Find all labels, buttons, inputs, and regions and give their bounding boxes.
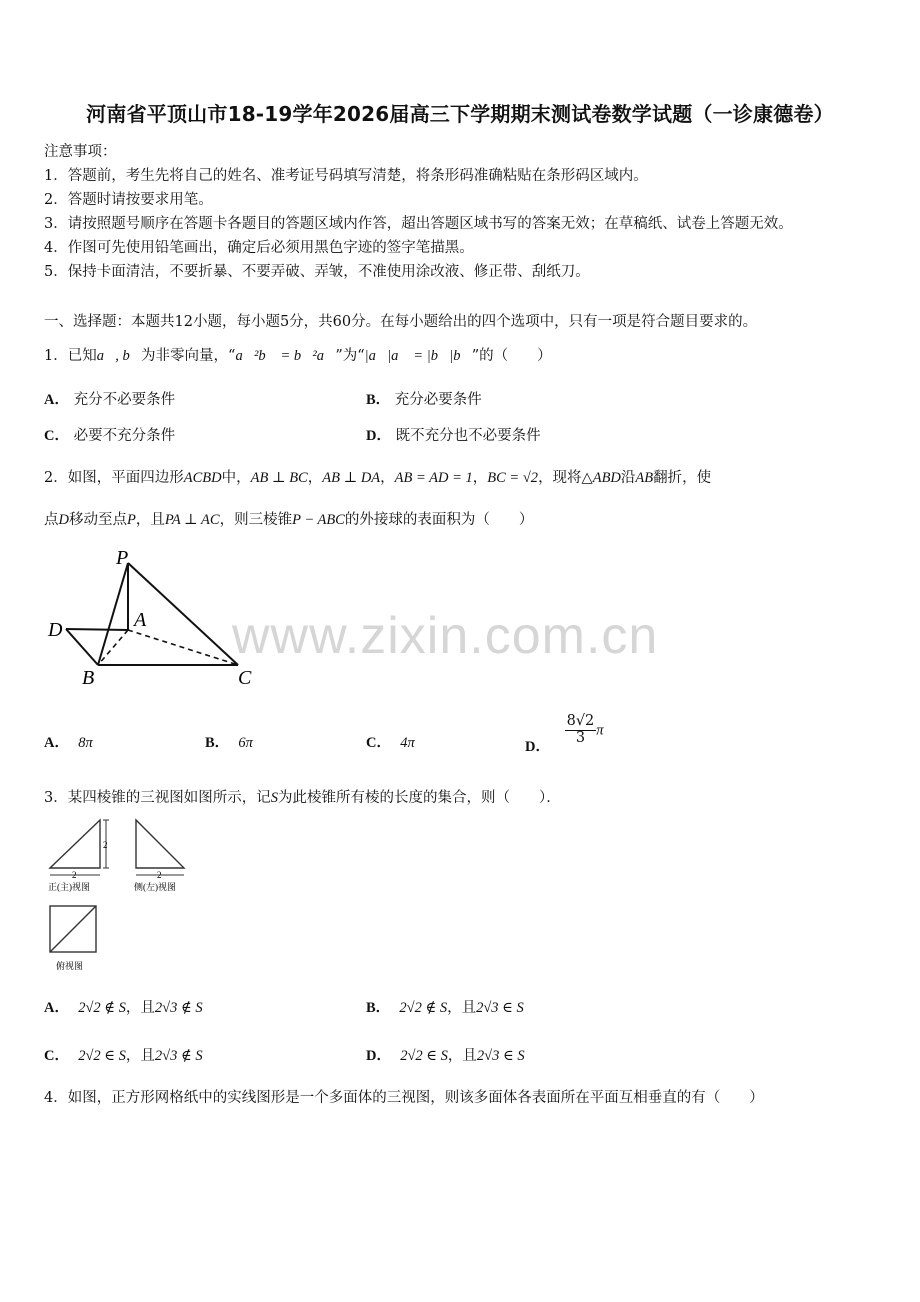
q3-option-b[interactable]: [366, 996, 524, 1017]
q2-option-a[interactable]: [44, 731, 93, 752]
q3-option-d[interactable]: [366, 1044, 525, 1065]
q2-text: ，: [307, 470, 323, 486]
notes-item: 3．请按照题号顺序在答题卡各题目的答题区域内作答，超出答题区域书写的答案无效；在草稿纸、试卷上答题无效。: [44, 216, 793, 232]
option-label: B．: [366, 392, 391, 408]
label-p: P: [116, 547, 129, 569]
watermark: www.zixin.com.cn: [232, 607, 659, 665]
q2-math: AB ⊥ BC: [250, 470, 308, 486]
notes-item: 2．答题时请按要求用笔。: [44, 192, 213, 208]
q2-text: 的外接球的表面积为（ ）: [344, 512, 534, 528]
q2-option-d[interactable]: [525, 713, 604, 756]
q4-text: 如图，正方形网格纸中的实线图形是一个多面体的三视图，则该多面体各表面所在平面互相垂直的有（ ）: [67, 1090, 764, 1106]
option-label: D．: [525, 739, 550, 756]
front-height-dim: 2: [103, 840, 108, 850]
option-text: ，且: [447, 1000, 477, 1016]
q2-option-b[interactable]: [205, 731, 253, 752]
option-label: C．: [44, 428, 69, 444]
notes-item: 5．保持卡面清洁，不要折暴、不要弄破、弄皱，不准使用涂改液、修正带、刮纸刀。: [44, 264, 590, 280]
q1-condition-1: a⃗²b⃗ = b⃗²a⃗: [235, 348, 336, 364]
q2-text: ，且: [135, 512, 165, 528]
edge-pb: [98, 563, 128, 665]
question-4: [44, 1086, 764, 1107]
notes-item: 4．作图可先使用铅笔画出，确定后必须用黑色字迹的签字笔描黑。: [44, 240, 474, 256]
fraction: [565, 714, 597, 747]
q1-option-c[interactable]: [44, 424, 175, 445]
option-text: ，且: [125, 1000, 155, 1016]
q3-option-c[interactable]: [44, 1044, 203, 1065]
q2-math: AB: [635, 470, 654, 486]
q3-three-view-figure: [44, 818, 194, 978]
label-b: B: [82, 667, 95, 689]
label-c: C: [238, 667, 252, 689]
question-number: 1．: [44, 348, 68, 364]
option-text: 6π: [238, 735, 253, 751]
side-width-dim: 2: [157, 870, 162, 880]
front-view-label: 正(主)视图: [48, 882, 90, 892]
question-number: 2．: [44, 470, 68, 486]
edge-db: [66, 629, 98, 665]
q2-math: AB = AD = 1: [394, 470, 473, 486]
option-text: 必要不充分条件: [73, 428, 176, 444]
option-text: π: [596, 722, 604, 739]
q2-option-c[interactable]: [366, 731, 415, 752]
q1-vectors: a⃗, b⃗: [96, 348, 142, 364]
q2-text: 如图，平面四边形: [67, 470, 184, 486]
q1-option-d[interactable]: [366, 424, 541, 445]
q2-text: 沿: [620, 470, 636, 486]
option-text: 4π: [400, 735, 415, 751]
top-view-label: 俯视图: [56, 961, 84, 971]
q2-math: ABD: [592, 470, 621, 486]
question-2-line-2: [44, 508, 533, 529]
q1-text: 为非零向量，“: [141, 348, 236, 364]
q3-option-a[interactable]: [44, 996, 203, 1017]
q2-math: P − ABC: [292, 512, 345, 528]
option-label: C．: [44, 1048, 69, 1064]
option-label: A．: [44, 735, 69, 751]
option-label: D．: [366, 428, 391, 444]
fraction-denominator: 3: [575, 729, 586, 746]
option-text: ，且: [125, 1048, 155, 1064]
question-number: 4．: [44, 1090, 68, 1106]
notes-heading: 注意事项：: [44, 144, 117, 160]
question-2-line-1: [44, 466, 711, 487]
side-view-triangle: [136, 820, 184, 868]
q2-math: AB ⊥ DA: [322, 470, 381, 486]
q2-math: ACBD: [183, 470, 222, 486]
q2-text: ，: [380, 470, 395, 486]
option-text: 充分不必要条件: [73, 392, 176, 408]
label-d: D: [48, 619, 63, 641]
q2-text: ，现将△: [538, 470, 593, 486]
q2-text: 中，: [221, 470, 251, 486]
option-math: 2√3 ∉ S: [154, 1048, 203, 1064]
option-label: B．: [366, 1000, 391, 1016]
option-text: 既不充分也不必要条件: [395, 428, 541, 444]
q2-text: 移动至点: [68, 512, 127, 528]
q1-text: ”为“: [335, 348, 365, 364]
option-text: ，且: [447, 1048, 477, 1064]
option-math: 2√2 ∉ S: [399, 1000, 448, 1016]
fraction-numerator: 8√2: [566, 713, 595, 729]
option-label: B．: [205, 735, 230, 751]
page-title: 河南省平顶山市18-19学年2026届高三下学期期末测试卷数学试题（一诊康德卷）: [86, 102, 834, 126]
q3-text: 某四棱锥的三视图如图所示，记: [67, 790, 271, 806]
option-math: 2√2 ∈ S: [400, 1048, 448, 1064]
edge-ac-dashed: [128, 630, 238, 665]
q2-text: 翻折，使: [653, 470, 712, 486]
option-label: A．: [44, 1000, 69, 1016]
q3-math: S: [270, 790, 278, 806]
section-heading: 一、选择题：本题共12小题，每小题5分，共60分。在每小题给出的四个选项中，只有一项是符合题目要求的。: [44, 314, 758, 330]
notes-item: 1．答题前，考生先将自己的姓名、准考证号码填写清楚，将条形码准确粘贴在条形码区域内。: [44, 168, 648, 184]
q2-tetrahedron-figure: [44, 544, 264, 692]
q1-condition-2: |a⃗|a⃗ = |b⃗|b⃗: [364, 348, 472, 364]
question-1: [44, 344, 552, 365]
q2-math: D: [58, 512, 69, 528]
option-text: 8π: [78, 735, 93, 751]
question-number: 3．: [44, 790, 68, 806]
q2-text: ，则三棱锥: [219, 512, 293, 528]
edge-da: [66, 629, 128, 630]
option-math: 2√3 ∉ S: [154, 1000, 203, 1016]
option-math: 2√3 ∈ S: [476, 1000, 524, 1016]
q1-text: 已知: [67, 348, 97, 364]
label-a: A: [134, 609, 147, 631]
q2-math: PA ⊥ AC: [164, 512, 220, 528]
option-math: 2√3 ∈ S: [476, 1048, 525, 1064]
option-label: C．: [366, 735, 391, 751]
q3-text: 为此棱锥所有棱的长度的集合，则（ ）．: [277, 790, 561, 806]
option-math: 2√2 ∉ S: [78, 1000, 126, 1016]
front-view-triangle: [50, 820, 100, 868]
q2-text: 点: [44, 512, 59, 528]
option-label: A．: [44, 392, 69, 408]
q2-text: ，: [472, 470, 488, 486]
front-width-dim: 2: [72, 870, 77, 880]
option-math: 2√2 ∈ S: [78, 1048, 126, 1064]
q1-option-b[interactable]: [366, 388, 482, 409]
q1-option-a[interactable]: [44, 388, 175, 409]
question-3: [44, 786, 561, 807]
side-view-label: 侧(左)视图: [134, 882, 176, 892]
q1-text: ”的（ ）: [471, 348, 552, 364]
q2-math: P: [126, 512, 136, 528]
option-text: 充分必要条件: [394, 392, 482, 408]
q2-math: BC = √2: [487, 470, 539, 486]
option-label: D．: [366, 1048, 391, 1064]
